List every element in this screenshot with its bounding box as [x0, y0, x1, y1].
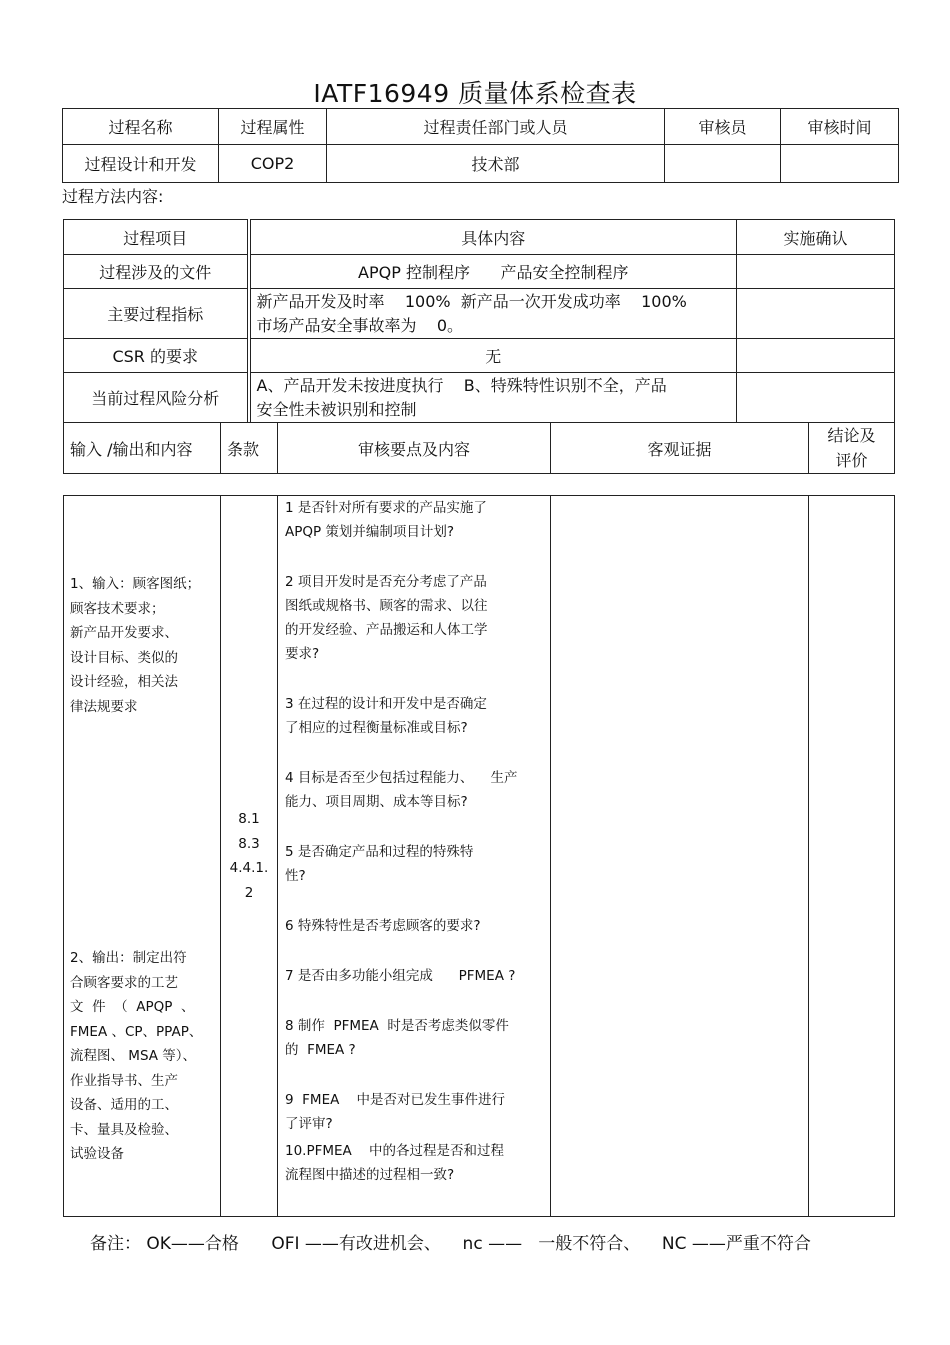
row-confirm — [737, 373, 895, 423]
audit-head-table — [63, 422, 895, 474]
question-1 — [285, 496, 544, 544]
question-line: 9 FMEA 中是否对已发生事件进行 — [285, 1092, 506, 1108]
auditor-value — [665, 145, 781, 183]
row-content-line: A、产品开发未按进度执行 B、特殊特性识别不全，产品 — [256, 375, 667, 395]
output-line: 文 件 （ APQP 、 — [70, 999, 195, 1015]
conclusion-head-line: 评价 — [835, 451, 868, 470]
output-line: 流程图、 MSA 等）、 — [70, 1048, 197, 1064]
header-label: 过程名称 — [63, 109, 219, 145]
row-item: 当前过程风险分析 — [64, 373, 249, 423]
output-text — [70, 946, 216, 1167]
question-line: APQP 策划并编制项目计划? — [285, 524, 455, 540]
output-line: 合顾客要求的工艺 — [70, 974, 178, 991]
content-head: 具体内容 — [249, 220, 737, 255]
question-line: 5 是否确定产品和过程的特殊特 — [285, 844, 474, 860]
question-line: 能力、项目周期、成本等目标? — [285, 794, 468, 810]
question-line: 图纸或规格书、顾客的需求、以往 — [285, 598, 488, 614]
row-item: 过程涉及的文件 — [64, 255, 249, 289]
method-label: 过程方法内容: — [62, 187, 164, 206]
row-content: 无 — [249, 339, 737, 373]
conclusion-cell — [809, 496, 895, 1217]
input-line: 顾客技术要求； — [70, 600, 165, 617]
question-line: 了相应的过程衡量标准或目标? — [285, 720, 468, 736]
process-table — [63, 219, 895, 423]
input-line: 设计目标、类似的 — [70, 649, 178, 666]
question-line: 1 是否针对所有要求的产品实施了 — [285, 500, 487, 516]
header-label: 过程属性 — [219, 109, 327, 145]
row-content-line: 市场产品安全事故率为 0。 — [256, 315, 464, 335]
clause-line: 4.4.1. — [229, 860, 269, 876]
question-3 — [285, 692, 544, 740]
row-content-line: 安全性未被识别和控制 — [256, 399, 417, 419]
question-line: 的 FMEA ? — [285, 1042, 356, 1058]
output-line: FMEA 、CP、PPAP、 — [70, 1023, 203, 1040]
audit-time-value — [781, 145, 899, 183]
question-4 — [285, 766, 544, 814]
input-line: 新产品开发要求、 — [70, 625, 178, 641]
row-content — [249, 373, 737, 423]
output-line: 作业指导书、生产 — [70, 1072, 178, 1089]
question-line: 10.PFMEA 中的各过程是否和过程 — [285, 1143, 504, 1159]
output-line: 试验设备 — [70, 1146, 124, 1162]
clause-head: 条款 — [221, 423, 278, 474]
header-label: 审核员 — [665, 109, 781, 145]
responsible-dept-value: 技术部 — [327, 145, 665, 183]
conclusion-head — [809, 423, 895, 474]
header-label: 过程责任部门或人员 — [327, 109, 665, 145]
row-content: APQP 控制程序 产品安全控制程序 — [249, 255, 737, 289]
footnote: 备注： OK——合格 OFI ——有改进机会、 nc —— 一般不符合、 NC ——严重不符合 — [90, 1234, 811, 1254]
conclusion-head-line: 结论及 — [827, 426, 876, 445]
io-head: 输入 /输出和内容 — [64, 423, 221, 474]
page-title: IATF16949 质量体系检查表 — [313, 79, 637, 108]
row-item: 主要过程指标 — [64, 289, 249, 339]
input-text — [70, 572, 216, 719]
question-line: 3 在过程的设计和开发中是否确定 — [285, 696, 487, 712]
confirm-head: 实施确认 — [737, 220, 895, 255]
row-content — [249, 289, 737, 339]
io-cell — [64, 496, 221, 1217]
clause-line: 2 — [244, 884, 254, 901]
input-line: 律法规要求 — [70, 698, 138, 715]
row-item: CSR 的要求 — [64, 339, 249, 373]
question-line: 要求? — [285, 646, 320, 662]
process-item-head: 过程项目 — [64, 220, 249, 255]
audit-table — [63, 495, 895, 1217]
clause-line: 8.1 — [238, 811, 260, 827]
question-6 — [285, 914, 544, 938]
audit-points-head: 审核要点及内容 — [278, 423, 551, 474]
evidence-head: 客观证据 — [551, 423, 809, 474]
row-confirm — [737, 255, 895, 289]
row-confirm — [737, 339, 895, 373]
question-8 — [285, 1014, 544, 1062]
question-line: 流程图中描述的过程相一致? — [285, 1167, 455, 1183]
question-line: 8 制作 PFMEA 时是否考虑类似零件 — [285, 1018, 509, 1034]
clause-cell — [221, 496, 278, 1217]
header-table — [62, 108, 899, 183]
question-5 — [285, 840, 544, 888]
question-7 — [285, 964, 544, 988]
question-line: 7 是否由多功能小组完成 PFMEA ? — [285, 968, 516, 984]
process-attribute-value: COP2 — [219, 145, 327, 183]
evidence-cell — [551, 496, 809, 1217]
input-line: 设计经验，相关法 — [70, 674, 178, 690]
clause-line: 8.3 — [238, 835, 260, 852]
question-line: 4 目标是否至少包括过程能力、 生产 — [285, 770, 518, 786]
question-line: 的开发经验、产品搬运和人体工学 — [285, 622, 488, 638]
process-name-value: 过程设计和开发 — [63, 145, 219, 183]
question-line: 2 项目开发时是否充分考虑了产品 — [285, 574, 487, 590]
question-line: 性? — [285, 868, 306, 884]
output-line: 卡、量具及检验、 — [70, 1121, 178, 1138]
row-content-line: 新产品开发及时率 100% 新产品一次开发成功率 100% — [256, 291, 687, 311]
header-label: 审核时间 — [781, 109, 899, 145]
question-10 — [285, 1139, 544, 1187]
row-confirm — [737, 289, 895, 339]
output-line: 2、输出：制定出符 — [70, 950, 187, 966]
question-line: 了评审? — [285, 1116, 333, 1132]
question-line: 6 特殊特性是否考虑顾客的要求? — [285, 918, 481, 934]
question-9 — [285, 1088, 544, 1136]
audit-points-cell — [278, 496, 551, 1217]
input-line: 1、输入：顾客图纸； — [70, 576, 201, 592]
output-line: 设备、适用的工、 — [70, 1097, 178, 1113]
question-2 — [285, 570, 544, 666]
